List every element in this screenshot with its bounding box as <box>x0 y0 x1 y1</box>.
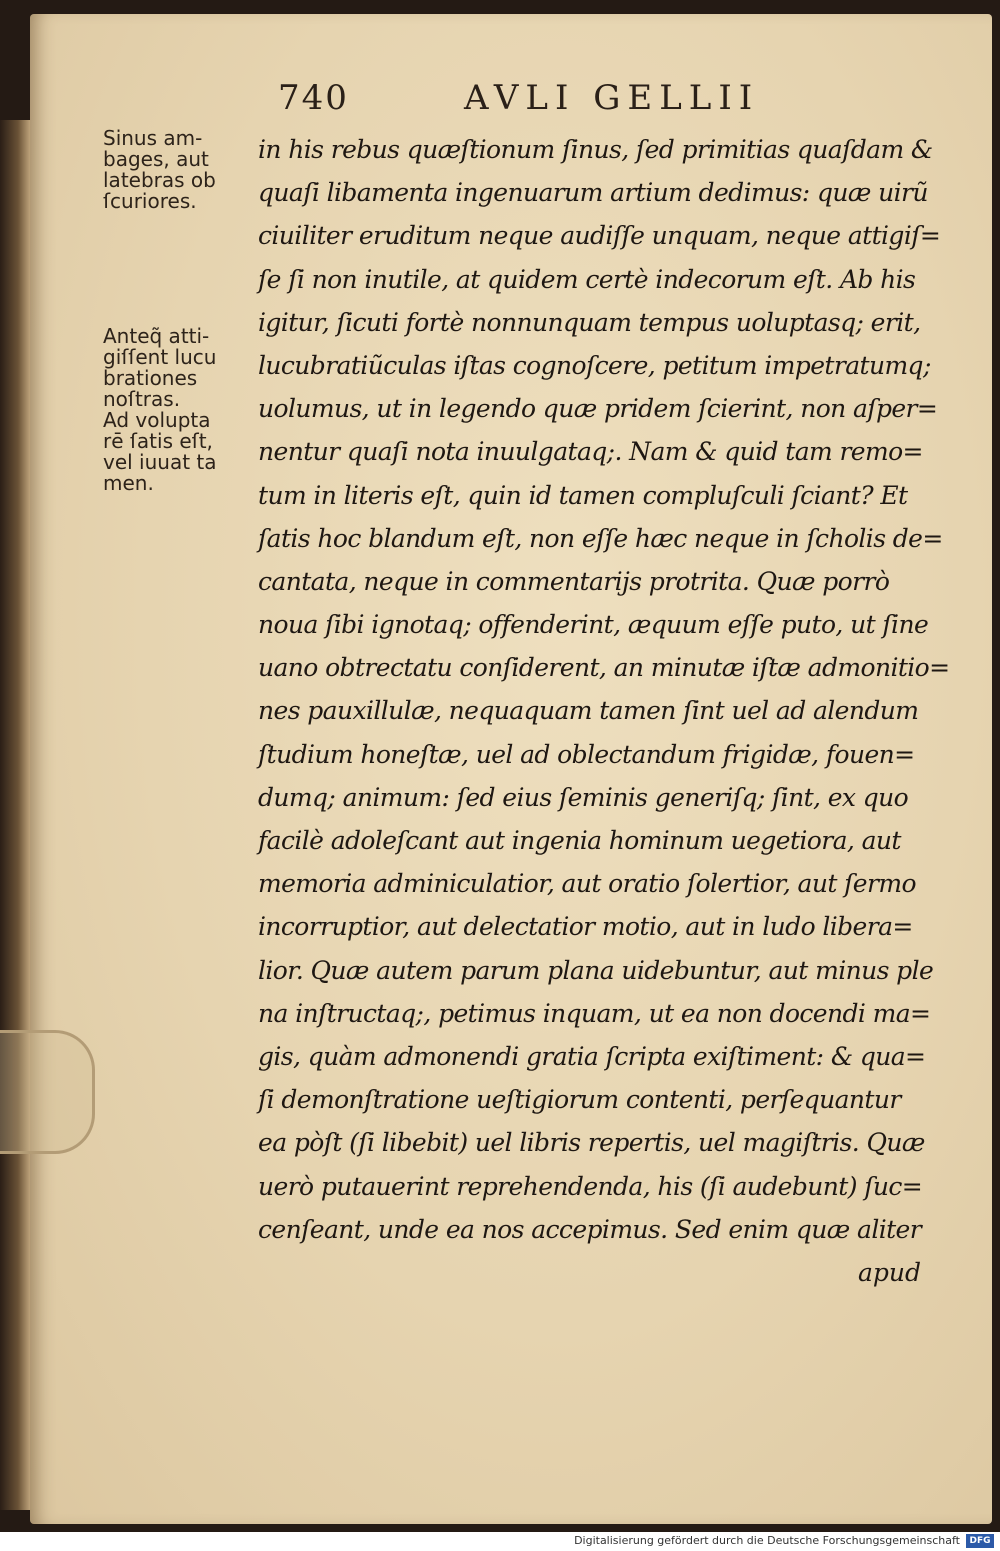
text-line: memoria adminiculatior, aut oratio ſolertior, aut ſermo <box>258 869 916 899</box>
text-line: lior. Quæ autem parum plana uidebuntur, aut minus ple <box>258 955 934 985</box>
page-number: 740 <box>278 78 349 118</box>
text-line: uolumus, ut in legendo quæ pridem ſcierint, non aſper= <box>258 394 938 424</box>
text-line: cenſeant, unde ea nos accepimus. Sed enim quæ aliter <box>258 1214 922 1244</box>
text-line: facilè adoleſcant aut ingenia hominum uegetiora, aut <box>258 826 901 855</box>
text-line: uerò putauerint reprehendenda, his (ſi audebunt) ſuc= <box>258 1171 923 1201</box>
text-line: uano obtrectatu conſiderent, an minutæ iſtæ admonitio= <box>258 653 950 683</box>
margin-note: Sinus am- bages, aut latebras ob ſcuriores. <box>103 126 216 213</box>
running-title: AVLI GELLII <box>464 78 760 118</box>
text-line: dumq; animum: ſed eius ſeminis generiſq; ſint, ex quo <box>258 782 909 812</box>
book-spine <box>0 120 30 1510</box>
text-line: nes pauxillulæ, nequaquam tamen ſint uel ad alendum <box>258 696 919 726</box>
margin-note: Anteq̃ atti- giſſent lucu brationes noſtras. Ad volupta rē ſatis eſt, vel iuuat ta men. <box>103 324 217 495</box>
text-line: lucubratiũculas iſtas cognoſcere, petitum impetratumq; <box>258 350 931 380</box>
text-line: ſe ſi non inutile, at quidem certè indecorum eſt. Ab his <box>258 264 916 294</box>
catchword: apud <box>858 1258 922 1287</box>
text-line: ſi demonſtratione ueſtigiorum contenti, perſequantur <box>258 1085 901 1115</box>
text-line: ea pòſt (ſi libebit) uel libris repertis, uel magiſtris. Quæ <box>258 1128 925 1158</box>
text-line: ſatis hoc blandum eſt, non eſſe hæc neque in ſcholis de= <box>258 523 943 553</box>
text-line: quaſi libamenta ingenuarum artium dedimus: quæ uirũ <box>258 178 928 208</box>
footer-bar <box>0 1532 1000 1551</box>
main-text-block <box>258 128 948 1251</box>
text-line: incorruptior, aut delectatior motio, aut in ludo libera= <box>258 912 913 942</box>
text-line: na inſtructaq;, petimus inquam, ut ea non docendi ma= <box>258 998 931 1028</box>
page-header <box>278 78 798 124</box>
text-line: igitur, ſicuti fortè nonnunquam tempus uoluptasq; erit, <box>258 307 921 337</box>
text-line: ſtudium honeſtæ, uel ad oblectandum frigidæ, fouen= <box>258 739 915 769</box>
text-line: nentur quaſi nota inuulgataq;. Nam & quid tam remo= <box>258 437 923 467</box>
text-line: ciuiliter eruditum neque audiſſe unquam, neque attigiſ= <box>258 221 941 251</box>
text-line: gis, quàm admonendi gratia ſcripta exiſtiment: & qua= <box>258 1041 926 1071</box>
funding-credit: Digitalisierung gefördert durch die Deutsche Forschungsgemeinschaft <box>574 1534 960 1547</box>
text-line: in his rebus quæſtionum ſinus, ſed primitias quaſdam & <box>258 135 933 164</box>
page-clip <box>0 1030 95 1154</box>
text-line: noua ſibi ignotaq; offenderint, æquum eſſe puto, ut ſine <box>258 610 929 640</box>
text-line: cantata, neque in commentarijs protrita. Quæ porrò <box>258 566 890 596</box>
dfg-logo-icon: DFG <box>966 1534 994 1548</box>
text-line: tum in literis eſt, quin id tamen compluſculi ſciant? Et <box>258 480 908 510</box>
